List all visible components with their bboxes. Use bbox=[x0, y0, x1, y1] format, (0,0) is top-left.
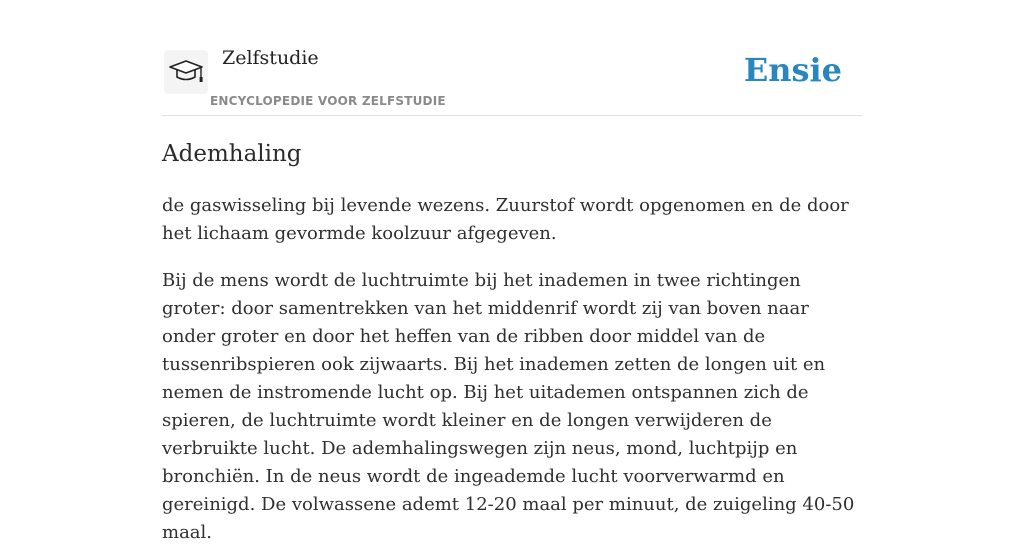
page-title: Ademhaling bbox=[162, 141, 302, 167]
site-header bbox=[162, 40, 862, 116]
site-logo[interactable] bbox=[164, 50, 208, 94]
site-name-link[interactable]: Zelfstudie bbox=[222, 47, 319, 69]
site-tagline: ENCYCLOPEDIE VOOR ZELFSTUDIE bbox=[210, 94, 446, 108]
graduation-cap-icon bbox=[168, 58, 204, 86]
article-paragraph-2: Bij de mens wordt de luchtruimte bij het inademen in twee richtingen groter: door samentrekken van het middenrif wordt zij van boven naar onder groter en door het heffen van de ribben door middel van de tussenribspieren ook zijwaarts. Bij het inademen zetten de longen uit en nemen de instromende lucht op. Bij het uitademen ontspannen zich de spieren, de luchtruimte wordt kleiner en de longen verwijderen de verbruikte lucht. De ademhalingswegen zijn neus, mond, luchtpijp en bronchiën. In de neus wordt de ingeademde lucht voorverwarmd en gereinigd. De volwassene ademt 12-20 maal per minuut, de zuigeling 40-50 maal. bbox=[162, 270, 855, 543]
brand-logo-link[interactable]: Ensie bbox=[743, 51, 842, 89]
article-paragraph-1: de gaswisseling bij levende wezens. Zuurstof wordt opgenomen en de door het lichaam gevormde koolzuur afgegeven. bbox=[162, 195, 849, 244]
